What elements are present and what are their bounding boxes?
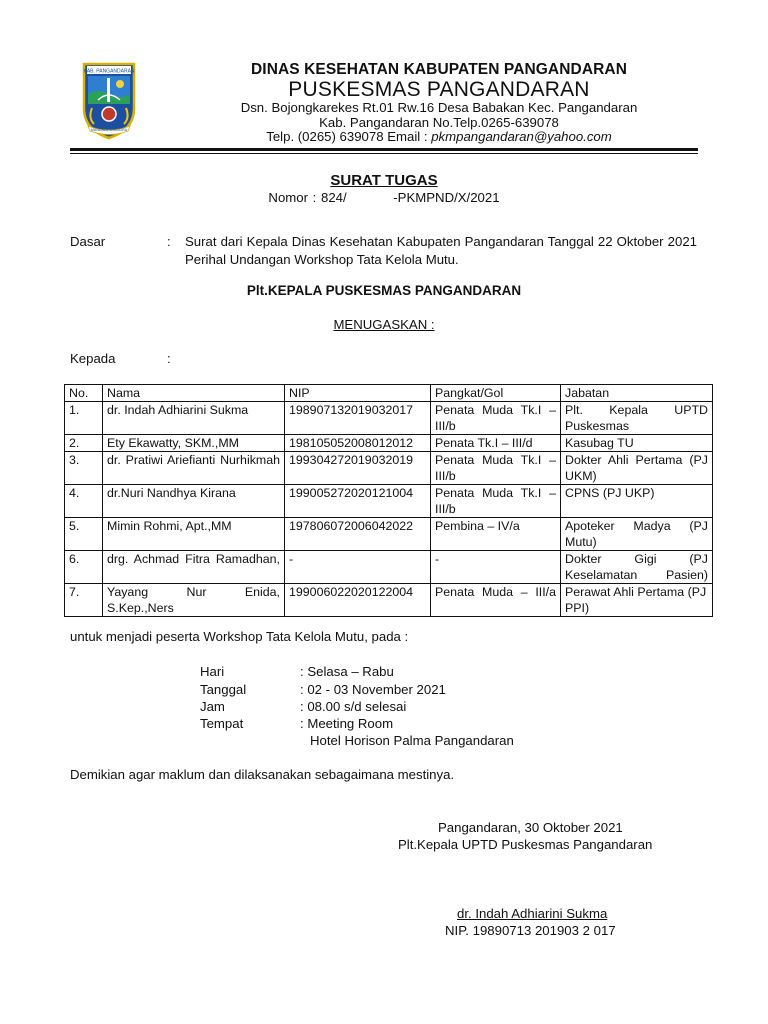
staff-table: [64, 384, 713, 617]
assign-heading: MENUGASKAN :: [333, 317, 435, 332]
header-no: No.: [65, 385, 103, 402]
table-row: [65, 452, 713, 485]
signatory-title: Plt.Kepala UPTD Puskesmas Pangandaran: [398, 837, 653, 852]
phone-text: Telp. (0265) 639078 Email :: [266, 129, 432, 144]
dasar-label: Dasar: [70, 234, 106, 249]
letterhead-rule-thin: [70, 153, 698, 154]
table-header-row: [65, 385, 713, 402]
cell-rank: Penata Tk.I – III/d: [431, 435, 561, 452]
table-row: [65, 551, 713, 584]
header-position: Jabatan: [561, 385, 713, 402]
cell-nip: 199006022020122004: [285, 584, 431, 617]
cell-nip: 198907132019032017: [285, 402, 431, 435]
cell-rank: Penata Muda Tk.I – III/b: [431, 452, 561, 485]
institution-name: PUSKESMAS PANGANDARAN: [288, 78, 590, 101]
cell-no: 5.: [65, 518, 103, 551]
cell-nip: 197806072006042022: [285, 518, 431, 551]
logo-motto-text: MANDALA SAMUDRA: [90, 128, 128, 132]
cell-position: Dokter Ahli Pertama (PJ UKM): [561, 452, 713, 485]
event-intro: untuk menjadi peserta Workshop Tata Kelola Mutu, pada :: [70, 629, 409, 644]
detail-value-time: : 08.00 s/d selesai: [300, 699, 407, 714]
cell-name: Ety Ekawatty, SKM.,MM: [103, 435, 285, 452]
cell-name: drg. Achmad Fitra Ramadhan,: [103, 551, 285, 584]
detail-label-day: Hari: [200, 664, 225, 679]
header-name: Nama: [103, 385, 285, 402]
cell-position: Apoteker Madya (PJ Mutu): [561, 518, 713, 551]
cell-rank: Penata Muda – III/a: [431, 584, 561, 617]
cell-rank: Pembina – IV/a: [431, 518, 561, 551]
cell-no: 1.: [65, 402, 103, 435]
cell-position: Plt. Kepala UPTD Puskesmas: [561, 402, 713, 435]
header-nip: NIP: [285, 385, 431, 402]
letterhead-rule: [70, 148, 698, 151]
address-line-2: Kab. Pangandaran No.Telp.0265-639078: [319, 115, 559, 130]
cell-no: 7.: [65, 584, 103, 617]
cell-rank: Penata Muda Tk.I – III/b: [431, 402, 561, 435]
contact-line: [150, 129, 728, 144]
table-row: [65, 518, 713, 551]
cell-name: Yayang Nur Enida, S.Kep.,Ners: [103, 584, 285, 617]
kepada-label: Kepada: [70, 351, 116, 366]
detail-label-place: Tempat: [200, 716, 244, 731]
cell-no: 2.: [65, 435, 103, 452]
letter-number: Nomor : 824/ -PKMPND/X/2021: [268, 190, 500, 205]
kepada-colon: :: [167, 351, 171, 366]
cell-no: 6.: [65, 551, 103, 584]
table-row: [65, 584, 713, 617]
cell-no: 4.: [65, 485, 103, 518]
cell-position: Dokter Gigi (PJ Keselamatan Pasien): [561, 551, 713, 584]
logo-banner-text: KAB. PANGANDARAN: [83, 68, 135, 75]
cell-position: CPNS (PJ UKP): [561, 485, 713, 518]
dasar-colon: :: [167, 234, 171, 249]
official-heading: Plt.KEPALA PUSKESMAS PANGANDARAN: [246, 283, 522, 298]
place-date: Pangandaran, 30 Oktober 2021: [438, 820, 623, 835]
detail-label-time: Jam: [200, 699, 225, 714]
signatory-nip: NIP. 19890713 201903 2 017: [445, 923, 616, 938]
regency-logo: [80, 60, 138, 140]
table-row: [65, 402, 713, 435]
cell-position: Kasubag TU: [561, 435, 713, 452]
cell-no: 3.: [65, 452, 103, 485]
detail-value-date: : 02 - 03 November 2021: [300, 682, 446, 697]
table-row: [65, 485, 713, 518]
cell-name: dr. Pratiwi Ariefianti Nurhikmah: [103, 452, 285, 485]
cell-nip: 198105052008012012: [285, 435, 431, 452]
signatory-name: dr. Indah Adhiarini Sukma: [457, 906, 608, 921]
cell-nip: -: [285, 551, 431, 584]
email-text: pkmpangandaran@yahoo.com: [431, 129, 612, 144]
detail-value-place-line2: Hotel Horison Palma Pangandaran: [310, 733, 514, 748]
cell-nip: 199005272020121004: [285, 485, 431, 518]
cell-name: dr. Indah Adhiarini Sukma: [103, 402, 285, 435]
header-rank: Pangkat/Gol: [431, 385, 561, 402]
cell-nip: 199304272019032019: [285, 452, 431, 485]
cell-rank: Penata Muda Tk.I – III/b: [431, 485, 561, 518]
detail-label-date: Tanggal: [200, 682, 247, 697]
table-row: [65, 435, 713, 452]
letter-title: SURAT TUGAS: [330, 172, 438, 189]
dasar-text: Surat dari Kepala Dinas Kesehatan Kabupaten Pangandaran Tanggal 22 Oktober 2021 Perihal Undangan Workshop Tata Kelola Mutu.: [185, 234, 697, 267]
closing-sentence: Demikian agar maklum dan dilaksanakan sebagaimana mestinya.: [70, 767, 455, 782]
address-line: Dsn. Bojongkarekes Rt.01 Rw.16 Desa Babakan Kec. Pangandaran: [240, 100, 638, 115]
cell-rank: -: [431, 551, 561, 584]
cell-name: dr.Nuri Nandhya Kirana: [103, 485, 285, 518]
cell-name: Mimin Rohmi, Apt.,MM: [103, 518, 285, 551]
cell-position: Perawat Ahli Pertama (PJ PPI): [561, 584, 713, 617]
detail-value-day: : Selasa – Rabu: [300, 664, 394, 679]
detail-value-place: : Meeting Room: [300, 716, 394, 731]
agency-name: DINAS KESEHATAN KABUPATEN PANGANDARAN: [251, 61, 627, 78]
